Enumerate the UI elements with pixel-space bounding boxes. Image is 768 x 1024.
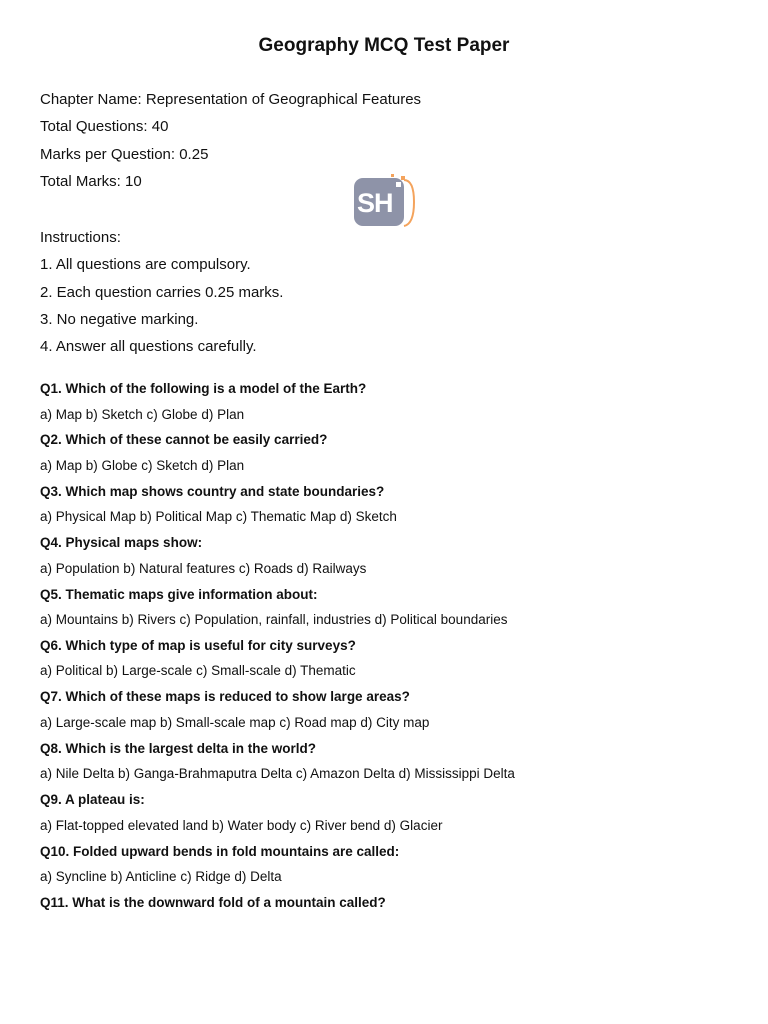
instruction-item: 3. No negative marking. (40, 310, 199, 328)
question-item (40, 534, 515, 577)
question-text: Q9. A plateau is: (40, 792, 145, 808)
question-options: a) Political b) Large-scale c) Small-scale d) Thematic (40, 663, 356, 679)
total-questions: Total Questions: 40 (40, 118, 169, 136)
question-text: Q3. Which map shows country and state boundaries? (40, 483, 385, 499)
question-options: a) Map b) Globe c) Sketch d) Plan (40, 457, 245, 473)
logo-text: SH (357, 188, 393, 218)
question-options: a) Population b) Natural features c) Roads d) Railways (40, 560, 367, 576)
question-text: Q8. Which is the largest delta in the world? (40, 740, 317, 756)
total-marks: Total Marks: 10 (40, 172, 142, 190)
page-title: Geography MCQ Test Paper (258, 35, 510, 56)
question-options: a) Flat-topped elevated land b) Water body c) River bend d) Glacier (40, 817, 443, 833)
instruction-item: 2. Each question carries 0.25 marks. (40, 283, 284, 301)
question-item (40, 483, 515, 526)
instructions-heading: Instructions: (40, 229, 121, 246)
question-text: Q6. Which type of map is useful for city surveys? (40, 637, 356, 653)
question-options: a) Large-scale map b) Small-scale map c) Road map d) City map (40, 714, 430, 730)
question-item (40, 637, 515, 680)
sh-logo-icon (354, 172, 416, 230)
question-item (40, 688, 515, 731)
instruction-item: 4. Answer all questions carefully. (40, 338, 257, 356)
marks-per-question: Marks per Question: 0.25 (40, 145, 209, 163)
question-text: Q11. What is the downward fold of a mountain called? (40, 894, 386, 910)
question-text: Q10. Folded upward bends in fold mountains are called: (40, 843, 400, 859)
question-item (40, 431, 515, 474)
question-item (40, 586, 515, 629)
questions-list (40, 380, 515, 911)
question-text: Q5. Thematic maps give information about: (40, 586, 318, 602)
question-options: a) Syncline b) Anticline c) Ridge d) Delta (40, 869, 282, 885)
question-item (40, 791, 515, 834)
question-item (40, 380, 515, 423)
chapter-name: Chapter Name: Representation of Geographical Features (40, 91, 422, 108)
question-options: a) Nile Delta b) Ganga-Brahmaputra Delta c) Amazon Delta d) Mississippi Delta (40, 766, 515, 782)
question-item (40, 740, 515, 783)
question-options: a) Physical Map b) Political Map c) Thematic Map d) Sketch (40, 509, 397, 525)
question-text: Q4. Physical maps show: (40, 535, 203, 551)
question-item (40, 894, 515, 911)
instructions-section (40, 224, 283, 360)
question-options: a) Map b) Sketch c) Globe d) Plan (40, 406, 245, 422)
question-text: Q2. Which of these cannot be easily carried? (40, 432, 328, 448)
question-options: a) Mountains b) Rivers c) Population, rainfall, industries d) Political boundaries (40, 612, 508, 628)
question-text: Q1. Which of the following is a model of the Earth? (40, 381, 367, 396)
question-item (40, 843, 515, 886)
instruction-item: 1. All questions are compulsory. (40, 256, 251, 274)
question-text: Q7. Which of these maps is reduced to show large areas? (40, 689, 410, 705)
